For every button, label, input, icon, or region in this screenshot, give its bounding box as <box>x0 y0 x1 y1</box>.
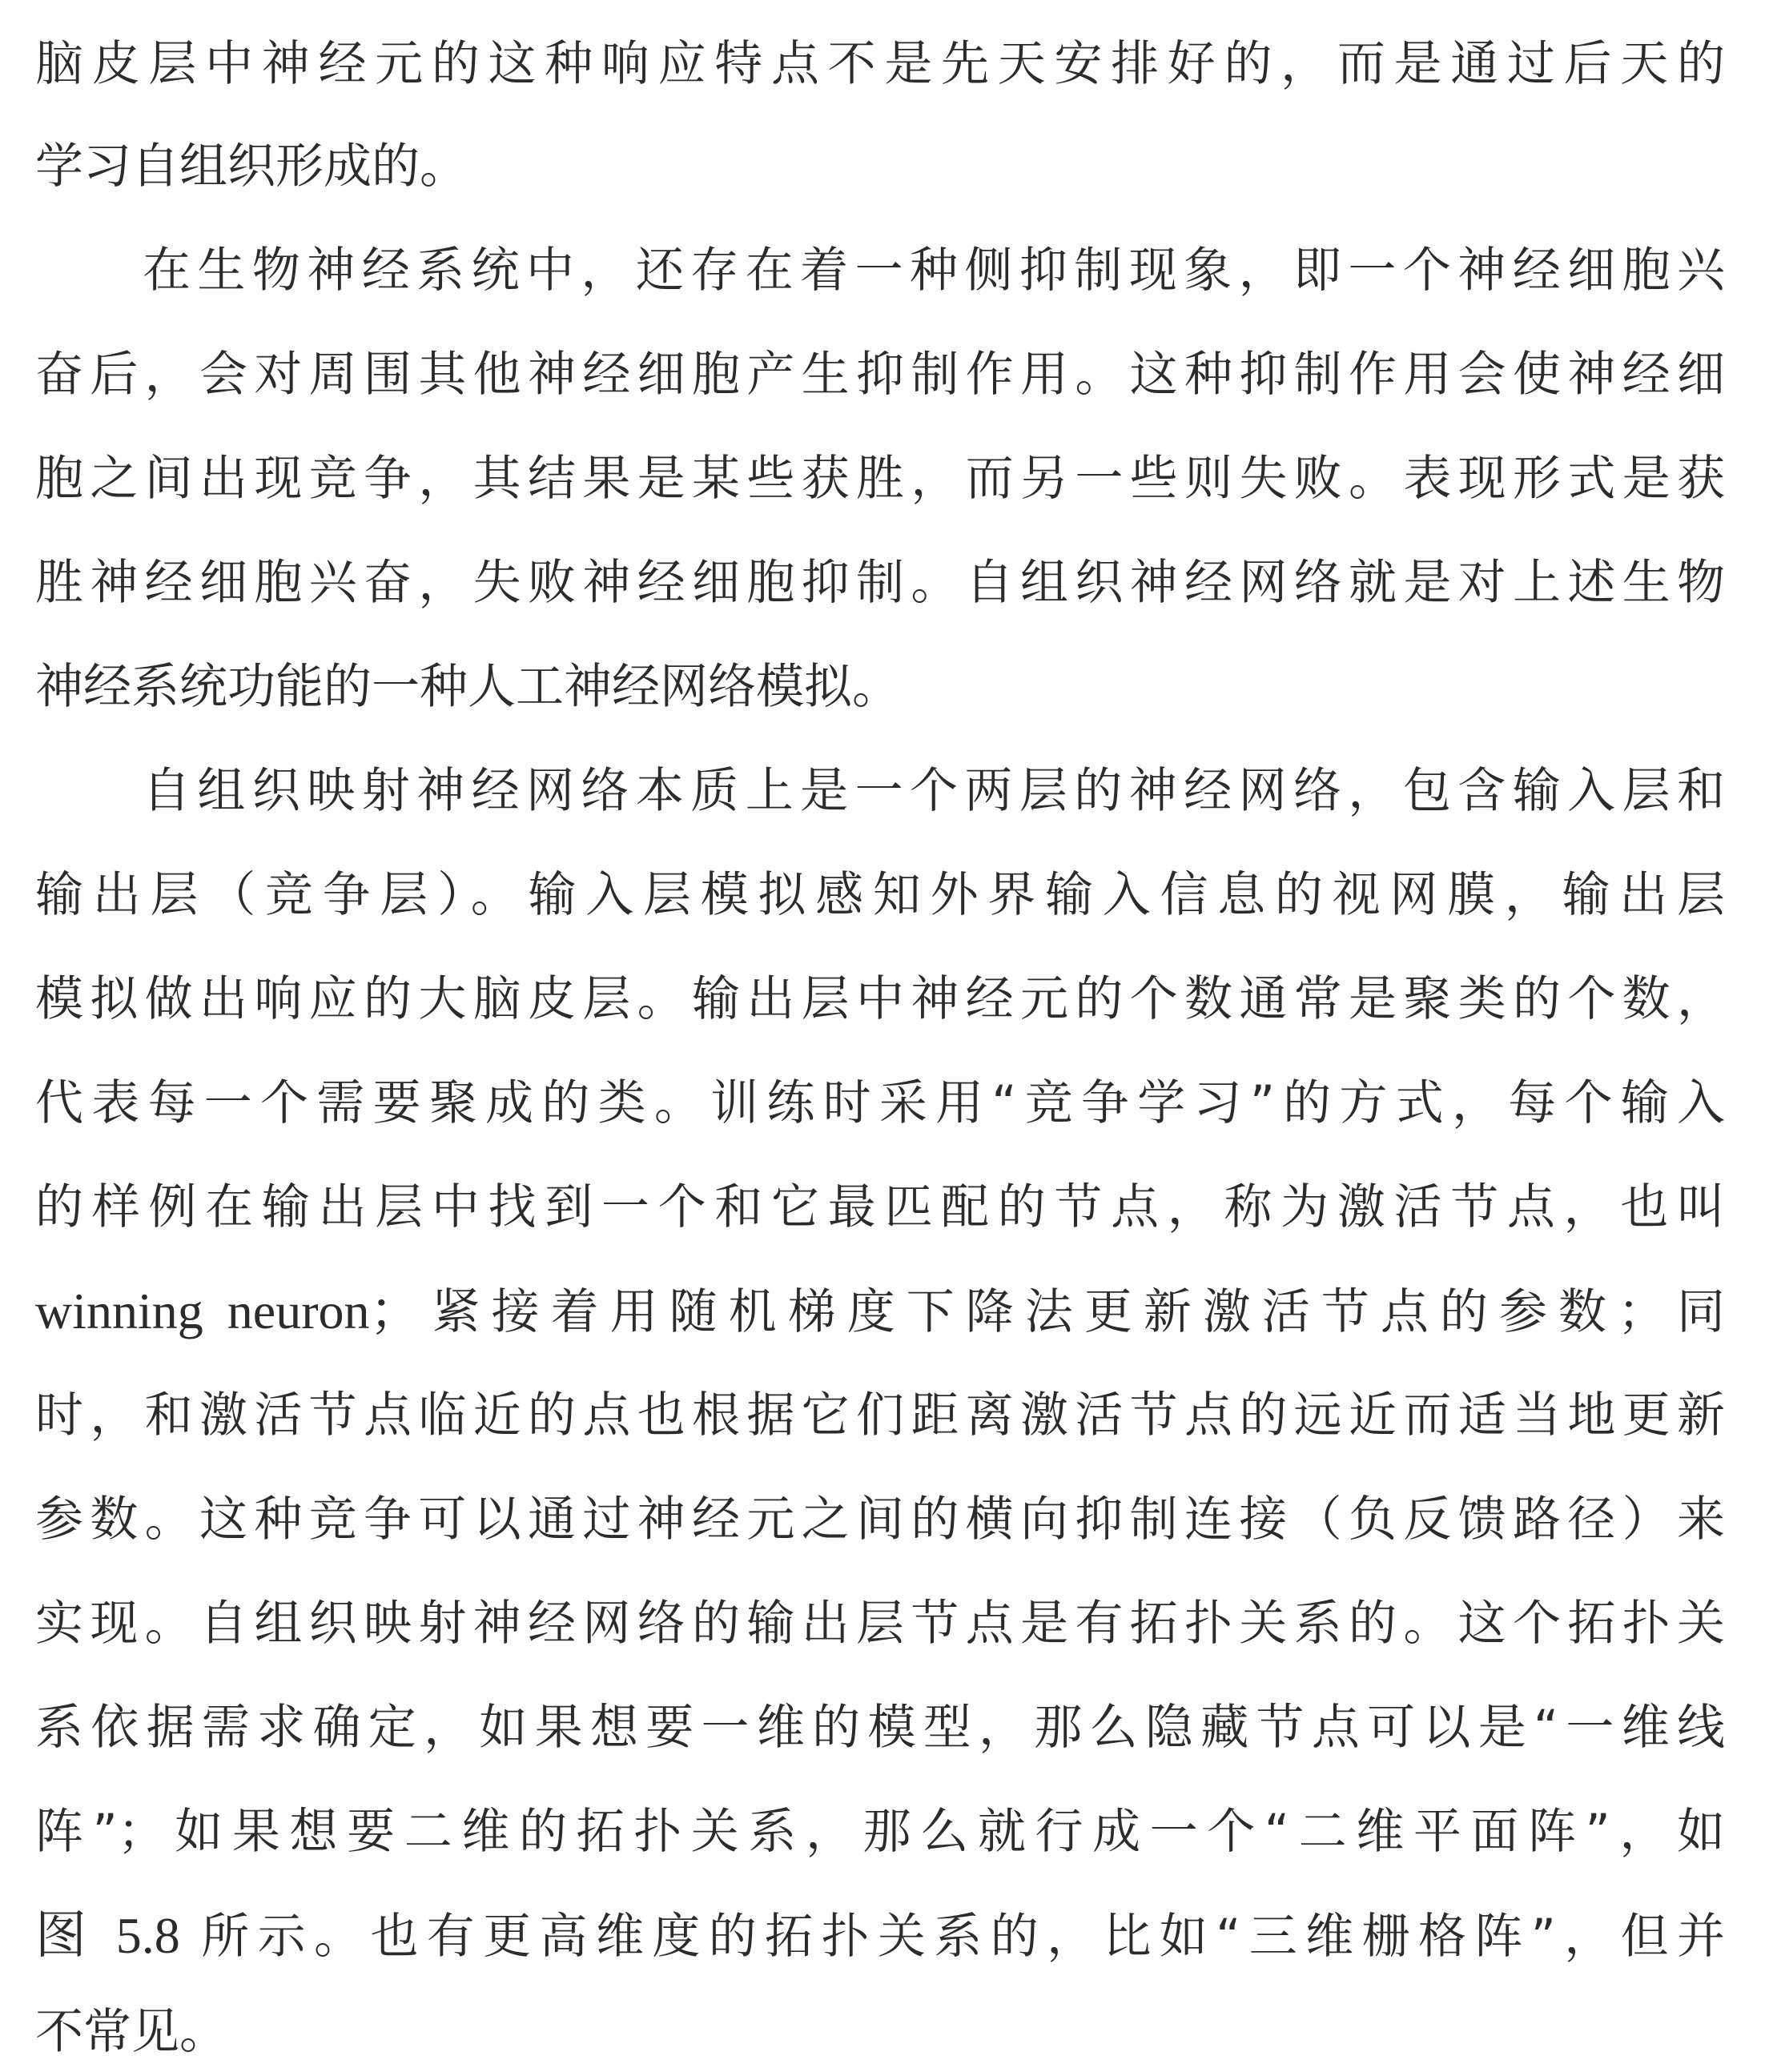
text-line-11: 代表每一个需要聚成的类。训练时采用“竞争学习”的方式，每个输入 <box>35 1075 1725 1131</box>
text-line-15: 参数。这种竞争可以通过神经元之间的横向抑制连接（负反馈路径）来 <box>35 1492 1725 1548</box>
text-line-7: 神经系统功能的一种人工神经网络模拟。 <box>35 659 900 715</box>
text-line-20: 不常见。 <box>35 2004 227 2060</box>
text-line-13-rest: 紧接着用随机梯度下降法更新激活节点的参数；同 <box>420 1284 1725 1340</box>
text-line-13 <box>35 1271 1725 1351</box>
text-line-17: 系依据需求确定，如果想要一维的模型，那么隐藏节点可以是“一维线 <box>35 1700 1725 1756</box>
text-line-16: 实现。自组织映射神经网络的输出层节点是有拓扑关系的。这个拓扑关 <box>35 1596 1725 1652</box>
text-line-10: 模拟做出响应的大脑皮层。输出层中神经元的个数通常是聚类的个数， <box>35 971 1725 1027</box>
text-line-3: 在生物神经系统中，还存在着一种侧抑制现象，即一个神经细胞兴 <box>143 243 1725 299</box>
text-line-19 <box>35 1896 1725 1976</box>
figure-reference: 图 5.8 <box>35 1907 202 1964</box>
text-line-19-rest: 所示。也有更高维度的拓扑关系的，比如“三维栅格阵”，但并 <box>201 1909 1725 1965</box>
winning-neuron-term: winning neuron； <box>35 1283 421 1339</box>
text-line-12: 的样例在输出层中找到一个和它最匹配的节点，称为激活节点，也叫 <box>35 1179 1725 1235</box>
text-line-1: 脑皮层中神经元的这种响应特点不是先天安排好的，而是通过后天的 <box>35 36 1725 92</box>
text-line-14: 时，和激活节点临近的点也根据它们距离激活节点的远近而适当地更新 <box>35 1387 1725 1444</box>
text-line-8: 自组织映射神经网络本质上是一个两层的神经网络，包含输入层和 <box>143 763 1725 819</box>
text-line-5: 胞之间出现竞争，其结果是某些获胜，而另一些则失败。表现形式是获 <box>35 451 1725 507</box>
text-line-9: 输出层（竞争层）。输入层模拟感知外界输入信息的视网膜，输出层 <box>35 867 1725 923</box>
text-line-6: 胜神经细胞兴奋，失败神经细胞抑制。自组织神经网络就是对上述生物 <box>35 555 1725 611</box>
text-line-4: 奋后，会对周围其他神经细胞产生抑制作用。这种抑制作用会使神经细 <box>35 347 1725 403</box>
text-line-2: 学习自组织形成的。 <box>35 139 468 195</box>
text-line-18: 阵”；如果想要二维的拓扑关系，那么就行成一个“二维平面阵”，如 <box>35 1804 1725 1860</box>
